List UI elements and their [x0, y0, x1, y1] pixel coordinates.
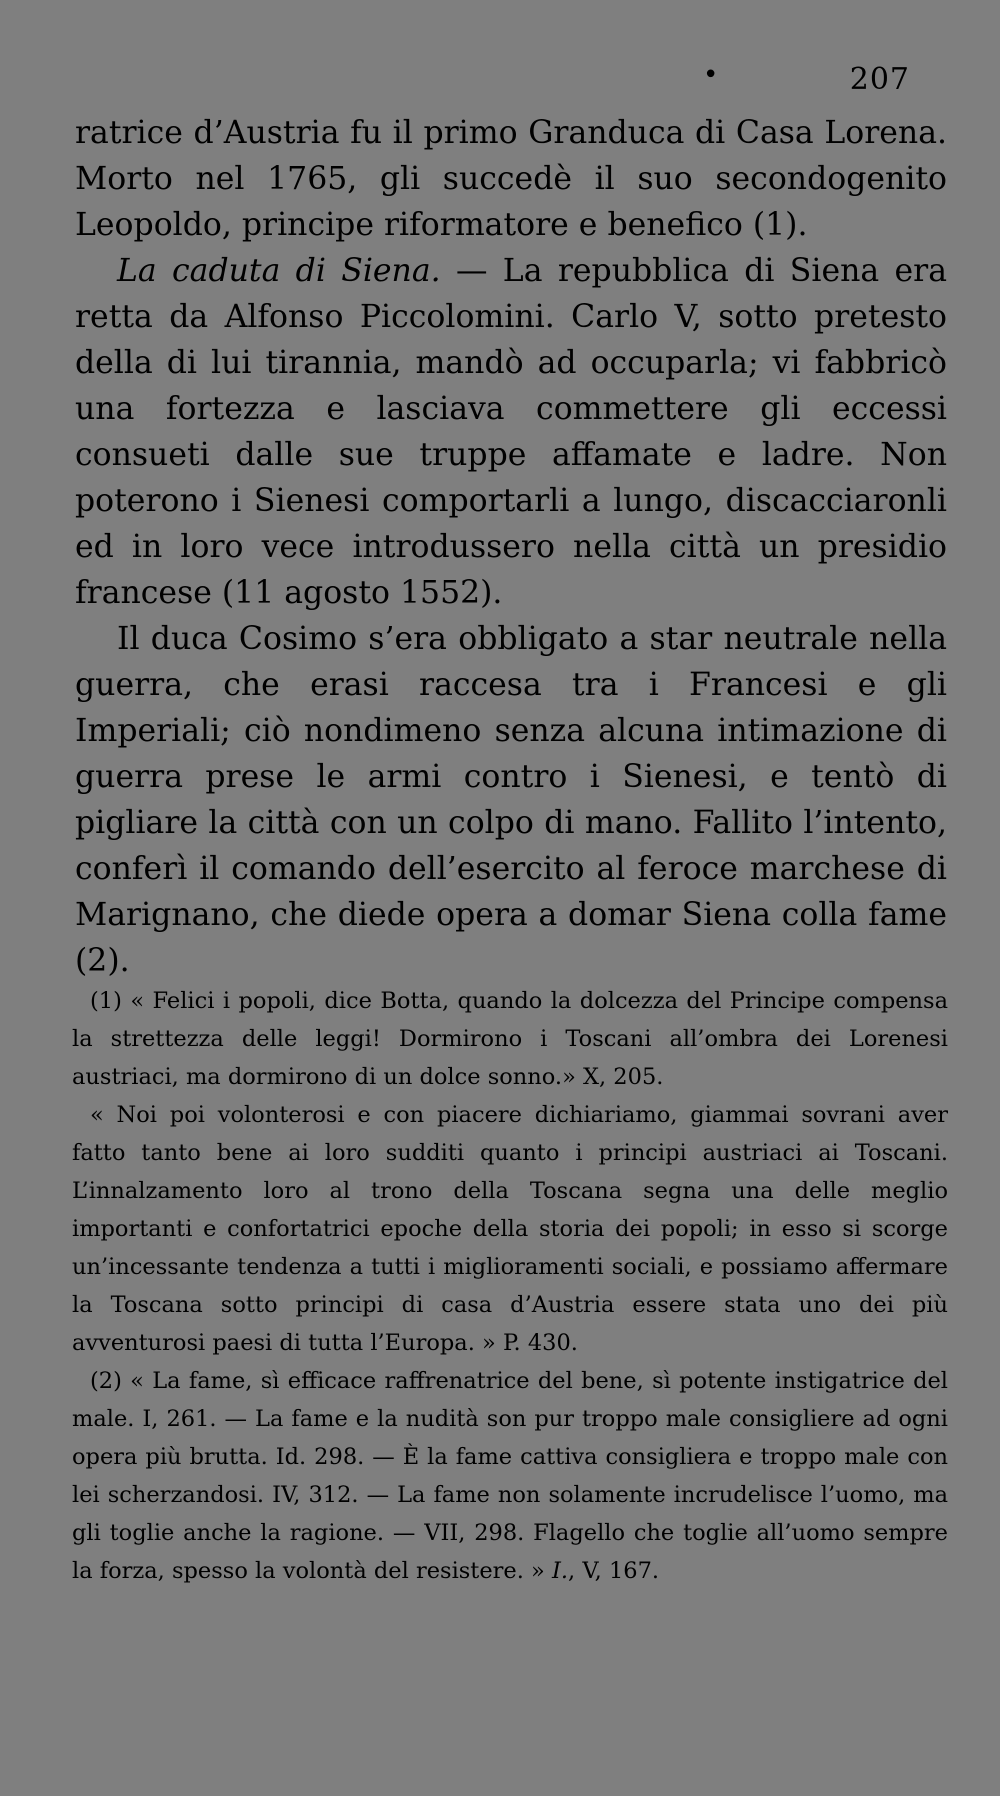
paragraph-1: ratrice d’Austria fu il primo Granduca di Casa Lorena. Morto nel 1765, gli succedè il suo secondogenito Leopoldo, principe riformatore e benefico (1). [75, 115, 947, 243]
main-text [75, 110, 947, 984]
footnote-2 [72, 1362, 948, 1590]
page-header [75, 62, 910, 102]
footnote-2-text: (2) « La fame, sì efficace raffrenatrice del bene, sì potente instigatrice del male. I, 261. — La fame e la nudità son pur troppo male consigliere ad ogni opera più brutta. Id. 298. — È la fame cattiva consigliera e troppo male con lei scherzandosi. IV, 312. — La fame non solamente incrudelisce l’uomo, ma gli toglie anche la ragione. — VII, 298. Flagello che toglie all’uomo sempre la forza, spesso la volontà del resistere. » [72, 1368, 948, 1584]
footnote-1: (1) « Felici i popoli, dice Botta, quando la dolcezza del Principe compensa la strettezza delle leggi! Dormirono i Toscani all’ombra dei Lorenesi austriaci, ma dormirono di un dolce sonno.» X, 205. [72, 988, 948, 1090]
footnotes [72, 982, 948, 1590]
paragraph-3: Il duca Cosimo s’era obbligato a star neutrale nella guerra, che erasi raccesa tra i Francesi e gli Imperiali; ciò nondimeno senza alcuna intimazione di guerra prese le armi contro i Sienesi, e tentò di pigliare la città con un colpo di mano. Fallito l’intento, conferì il comando dell’esercito al feroce marchese di Marignano, che diede opera a domar Siena colla fame (2). [75, 621, 947, 979]
section-heading: La caduta di Siena. [117, 253, 441, 289]
paragraph-2-text: — La repubblica di Siena era retta da Alfonso Piccolomini. Carlo V, sotto pretesto della di lui tirannia, mandò ad occuparla; vi fabbricò una fortezza e lasciava commettere gli eccessi consueti dalle sue truppe affamate e ladre. Non poterono i Sienesi comportarli a lungo, discacciaronli ed in loro vece introdussero nella città un presidio francese (11 agosto 1552). [75, 253, 947, 611]
footnote-2-end: , V, 167. [568, 1558, 660, 1584]
header-dot: • [703, 60, 719, 90]
paragraph-2 [75, 248, 947, 616]
footnote-1-continued: « Noi poi volonterosi e con piacere dichiariamo, giammai sovrani aver fatto tanto bene ai loro sudditi quanto i principi austriaci ai Toscani. L’innalzamento loro al trono della Toscana segna una delle meglio importanti e confortatrici epoche della storia dei popoli; in esso si scorge un’incessante tendenza a tutti i miglioramenti sociali, e possiamo affermare la Toscana sotto principi di casa d’Austria essere stata uno dei più avventurosi paesi di tutta l’Europa. » P. 430. [72, 1102, 948, 1356]
footnote-2-ref: I. [551, 1558, 569, 1584]
page-number: 207 [849, 62, 910, 97]
